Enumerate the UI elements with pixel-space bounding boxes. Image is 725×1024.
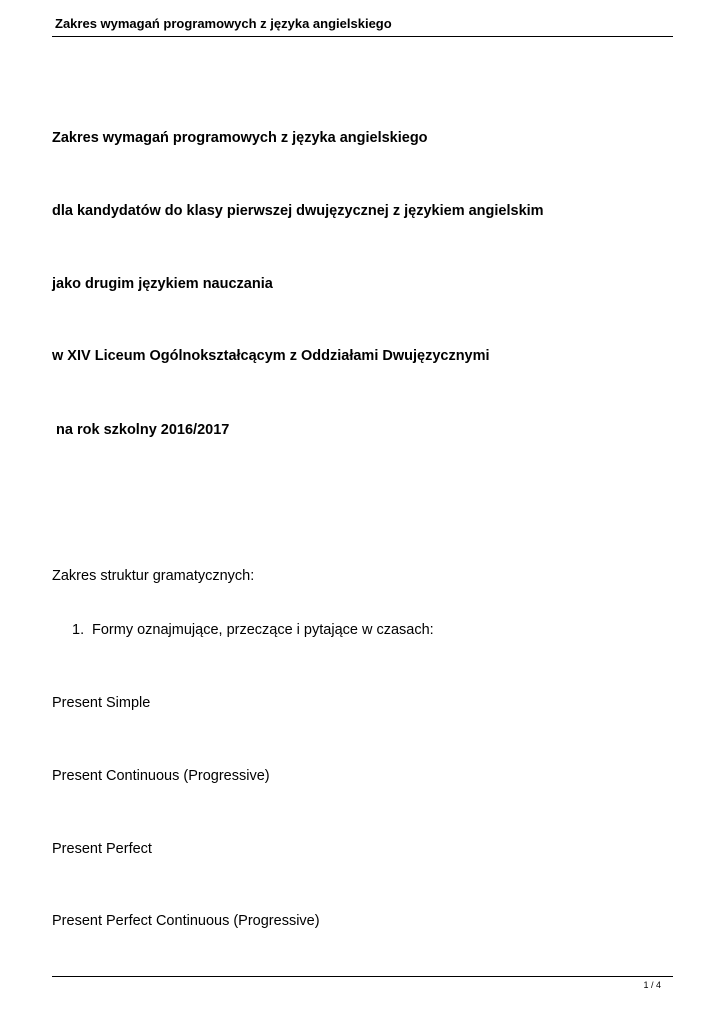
- title-line-3: jako drugim językiem nauczania: [52, 276, 273, 292]
- tense-present-perfect: Present Perfect: [52, 841, 152, 857]
- tense-present-continuous: Present Continuous (Progressive): [52, 768, 270, 784]
- page-footer: [52, 976, 673, 990]
- tense-present-perfect-continuous: Present Perfect Continuous (Progressive): [52, 913, 320, 929]
- title-line-5: na rok szkolny 2016/2017: [52, 422, 230, 438]
- title-line-2: dla kandydatów do klasy pierwszej dwujęzycznej z językiem angielskim: [52, 203, 544, 219]
- list-item-number: 1.: [72, 622, 85, 638]
- tense-present-simple: Present Simple: [52, 695, 151, 711]
- section-heading: Zakres struktur gramatycznych:: [52, 568, 255, 584]
- list-item: [72, 622, 434, 638]
- page-header: [52, 14, 673, 37]
- title-line-1: Zakres wymagań programowych z języka angielskiego: [52, 130, 428, 146]
- header-title: Zakres wymagań programowych z języka angielskiego: [55, 16, 392, 31]
- list-item-text: Formy oznajmujące, przeczące i pytające w czasach:: [92, 622, 434, 638]
- title-line-4: w XIV Liceum Ogólnokształcącym z Oddziałami Dwujęzycznymi: [52, 348, 490, 364]
- page-number: 1 / 4: [643, 980, 661, 990]
